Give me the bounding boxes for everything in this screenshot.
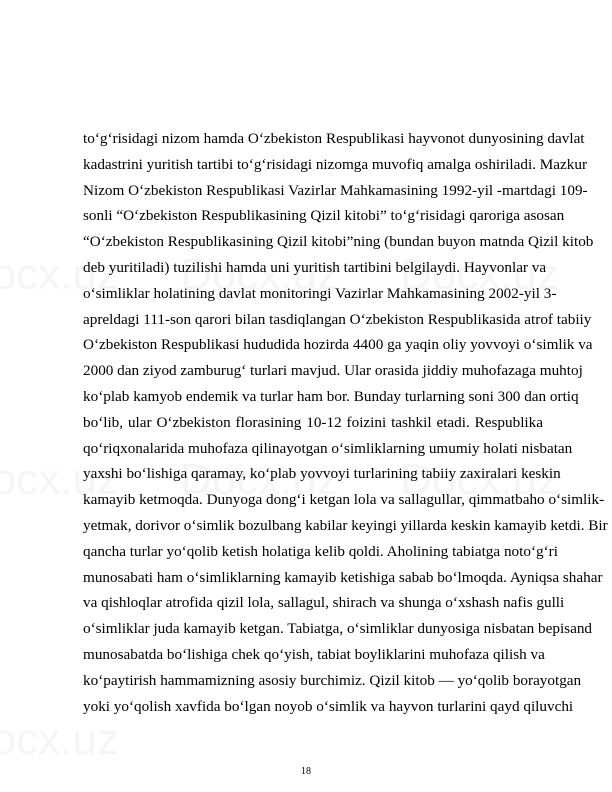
text-line: deb yuritiladi) tuzilishi hamda uni yuritish tartibini belgilaydi. Hayvonlar va xyxy=(83,258,547,276)
page-number: 18 xyxy=(301,766,311,777)
body-text xyxy=(83,126,608,719)
text-line: apreldagi 111-son qarori bilan tasdiqlangan O‘zbekiston Respublikasida atrof tabiiy xyxy=(83,310,592,328)
text-line: kadastrini yuritish tartibi to‘g‘risidagi nizomga muvofiq amalga oshiriladi. Mazkur xyxy=(83,155,588,173)
text-line: munosabatda bo‘lishiga chek qo‘yish, tabiat boyliklarini muhofaza qilish va xyxy=(83,645,545,663)
text-line: O‘zbekiston Respublikasi hududida hozirda 4400 ga yaqin oliy yovvoyi o‘simlik va xyxy=(83,336,593,354)
text-line: o‘simliklar holatining davlat monitoringi Vazirlar Mahkamasining 2002-yil 3- xyxy=(83,284,557,302)
text-line: o‘simliklar juda kamayib ketgan. Tabiatga, o‘simliklar dunyosiga nisbatan bepisand xyxy=(83,620,593,638)
text-line: “O‘zbekiston Respublikasining Qizil kitobi”ning (bundan buyon matnda Qizil kitob xyxy=(83,233,594,251)
text-line: kamayib ketmoqda. Dunyoga dong‘i ketgan lola va sallagullar, qimmatbaho o‘simlik- xyxy=(83,491,605,509)
text-line: ko‘paytirish hammamizning asosiy burchimiz. Qizil kitob — yo‘qolib borayotgan xyxy=(83,671,582,689)
text-line: Nizom O‘zbekiston Respublikasi Vazirlar Mahkamasining 1992-yil -martdagi 109- xyxy=(83,181,588,199)
watermark xyxy=(0,715,119,765)
text-line: ko‘plab kamyob endemik va turlar ham bor. Bunday turlarning soni 300 dan ortiq xyxy=(83,387,579,405)
text-line: to‘g‘risidagi nizom hamda O‘zbekiston Respublikasi hayvonot dunyosining davlat xyxy=(83,130,585,147)
text-line: bo‘lib, ular O‘zbekiston florasining 10-12 foizini tashkil etadi. Respublika xyxy=(83,413,543,431)
text-line: yetmak, dorivor o‘simlik bozulbang kabilar keyingi yillarda keskin kamayib ketdi. Bir xyxy=(83,516,608,534)
text-line: 2000 dan ziyod zamburug‘ turlari mavjud. Ular orasida jiddiy muhofazaga muhtoj xyxy=(83,362,583,380)
text-line: qancha turlar yo‘qolib ketish holatiga kelib qoldi. Aholining tabiatga noto‘g‘ri xyxy=(83,542,558,560)
text-line: yoki yo‘qolish xavfida bo‘lgan noyob o‘simlik va hayvon turlarini qayd qiluvchi xyxy=(83,697,574,715)
text-line: munosabati ham o‘simliklarning kamayib ketishiga sabab bo‘lmoqda. Ayniqsa shahar xyxy=(83,568,603,586)
text-line: qo‘riqxonalarida muhofaza qilinayotgan o‘simliklarning umumiy holati nisbatan xyxy=(83,439,573,457)
text-line: sonli “O‘zbekiston Respublikasining Qizil kitobi” to‘g‘risidagi qaroriga asosan xyxy=(83,207,565,225)
text-line: va qishloqlar atrofida qizil lola, sallagul, shirach va shunga o‘xshash nafis gulli xyxy=(83,594,565,612)
text-line: yaxshi bo‘lishiga qaramay, ko‘plab yovvoyi turlarining tabiiy zaxiralari keskin xyxy=(83,465,561,483)
